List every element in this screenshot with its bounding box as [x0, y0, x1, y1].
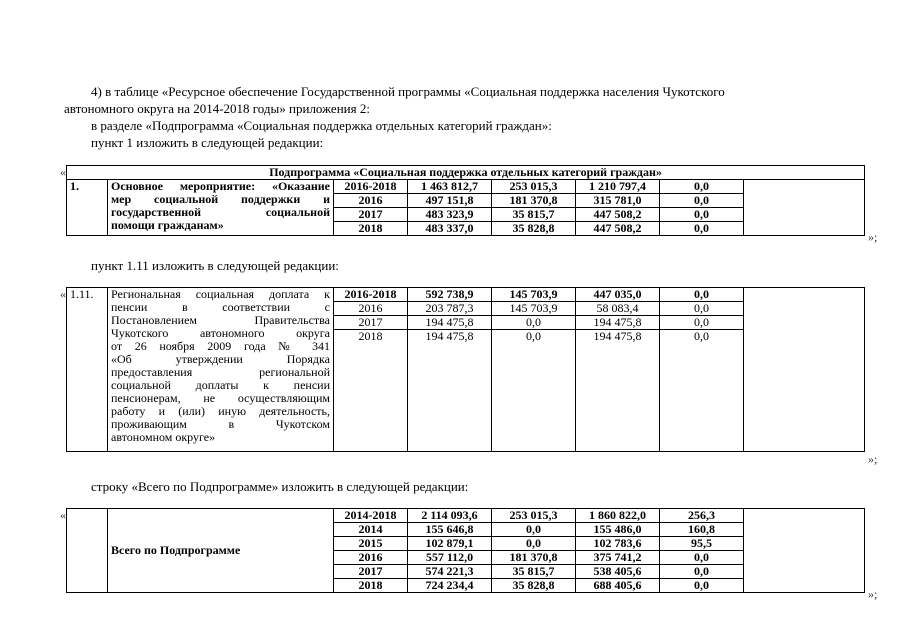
table3-total-label: Всего по Подпрограмме — [108, 509, 334, 593]
table2-desc-line: «Об утверждении Порядка — [111, 352, 330, 366]
section2-title: пункт 1.11 изложить в следующей редакции: — [91, 258, 339, 273]
table-cell: 0,0 — [660, 565, 744, 579]
table-cell: 2014 — [334, 523, 408, 537]
table-cell: 35 828,8 — [492, 222, 576, 236]
table-cell: 0,0 — [492, 330, 576, 452]
table-cell: 253 015,3 — [492, 509, 576, 523]
table2-desc-line: автономном округе» — [111, 430, 216, 444]
table-cell: 1 463 812,7 — [408, 180, 492, 194]
table-cell: 0,0 — [660, 180, 744, 194]
table2-desc-line: Постановлением Правительства — [111, 313, 330, 327]
table-cell: 145 703,9 — [492, 288, 576, 302]
table-cell: 0,0 — [660, 194, 744, 208]
table1-quote-close: »; — [868, 230, 878, 244]
table-cell: 194 475,8 — [576, 330, 660, 452]
table-cell: 155 646,8 — [408, 523, 492, 537]
table-cell: 0,0 — [660, 579, 744, 593]
table-cell: 145 703,9 — [492, 302, 576, 316]
table-cell: 35 828,8 — [492, 579, 576, 593]
table-cell: 2 114 093,6 — [408, 509, 492, 523]
table-cell: 102 783,6 — [576, 537, 660, 551]
table-row — [67, 180, 865, 194]
table-cell: 592 738,9 — [408, 288, 492, 302]
intro-paragraph-3: пункт 1 изложить в следующей редакции: — [91, 135, 324, 150]
table-cell: 0,0 — [492, 316, 576, 330]
table2-item-description — [108, 288, 334, 452]
table-cell: 1 210 797,4 — [576, 180, 660, 194]
intro-paragraph-1-line-1: 4) в таблице «Ресурсное обеспечение Государственной программы «Социальная поддержка населения Чукотского — [91, 84, 725, 99]
table2-desc-line: Региональная социальная доплата к — [111, 287, 330, 301]
table-cell: 2016 — [334, 302, 408, 316]
table1-desc-line: мер социальной поддержки и — [111, 192, 330, 206]
table-cell: 0,0 — [492, 523, 576, 537]
table2-desc-line: предоставления региональной — [111, 365, 330, 379]
table2-quote-open: « — [60, 287, 66, 301]
table1-desc-line: Основное мероприятие: «Оказание — [111, 179, 330, 193]
table-cell: 574 221,3 — [408, 565, 492, 579]
table-cell: 0,0 — [660, 288, 744, 302]
table-cell: 2017 — [334, 316, 408, 330]
table-cell: 2014-2018 — [334, 509, 408, 523]
table-cell: 2018 — [334, 222, 408, 236]
table2-empty-cell — [744, 288, 865, 452]
table-cell: 2017 — [334, 565, 408, 579]
table-cell: 538 405,6 — [576, 565, 660, 579]
table-cell: 315 781,0 — [576, 194, 660, 208]
table-cell: 724 234,4 — [408, 579, 492, 593]
table-cell: 447 508,2 — [576, 208, 660, 222]
table2-quote-close: »; — [868, 452, 878, 466]
table-row — [67, 509, 865, 523]
table-cell: 0,0 — [492, 537, 576, 551]
table1-desc-line: государственной социальной — [111, 205, 330, 219]
table1-header-row — [67, 166, 865, 180]
table2-item-number: 1.11. — [67, 288, 108, 452]
table-cell: 181 370,8 — [492, 194, 576, 208]
table-cell: 58 083,4 — [576, 302, 660, 316]
table1-empty-cell — [744, 180, 865, 236]
table-cell: 0,0 — [660, 551, 744, 565]
table2-desc-line: проживающим в Чукотском — [111, 417, 330, 431]
table1-desc-line: помощи гражданам» — [111, 218, 224, 232]
table1-quote-open: « — [60, 165, 66, 179]
table-cell: 375 741,2 — [576, 551, 660, 565]
table2-desc-line: пенсионерам, не осуществляющим — [111, 391, 330, 405]
table-cell: 2016-2018 — [334, 288, 408, 302]
table2-desc-line: Чукотского автономного округа — [111, 326, 330, 340]
table-cell: 483 337,0 — [408, 222, 492, 236]
table-cell: 2017 — [334, 208, 408, 222]
table-cell: 160,8 — [660, 523, 744, 537]
table-cell: 0,0 — [660, 208, 744, 222]
table-row — [67, 288, 865, 302]
table-cell: 0,0 — [660, 316, 744, 330]
table-cell: 2015 — [334, 537, 408, 551]
table-cell: 2016-2018 — [334, 180, 408, 194]
table-cell: 497 151,8 — [408, 194, 492, 208]
table-cell: 447 508,2 — [576, 222, 660, 236]
table-cell: 194 475,8 — [576, 316, 660, 330]
intro-paragraph-1-line-2: автономного округа на 2014-2018 годы» приложения 2: — [64, 101, 370, 116]
table-cell: 35 815,7 — [492, 565, 576, 579]
table-cell: 2016 — [334, 194, 408, 208]
table-cell: 194 475,8 — [408, 316, 492, 330]
table-cell: 0,0 — [660, 302, 744, 316]
table-cell: 102 879,1 — [408, 537, 492, 551]
table2 — [66, 287, 865, 452]
table-cell: 181 370,8 — [492, 551, 576, 565]
table-cell: 155 486,0 — [576, 523, 660, 537]
table1-item-number: 1. — [67, 180, 108, 236]
table-cell: 35 815,7 — [492, 208, 576, 222]
table-cell: 0,0 — [660, 330, 744, 452]
table-cell: 0,0 — [660, 222, 744, 236]
table-cell: 1 860 822,0 — [576, 509, 660, 523]
table3-quote-close: »; — [868, 587, 878, 601]
table2-desc-line: социальной доплаты к пенсии — [111, 378, 330, 392]
table-cell: 253 015,3 — [492, 180, 576, 194]
table3-empty-cell — [744, 509, 865, 593]
table1 — [66, 165, 865, 236]
table-cell: 2018 — [334, 330, 408, 452]
table-cell: 203 787,3 — [408, 302, 492, 316]
table3-quote-open: « — [60, 508, 66, 522]
table2-desc-line: пенсии в соответствии с — [111, 300, 330, 314]
table3-empty-number-cell — [67, 509, 108, 593]
table1-item-description — [108, 180, 334, 236]
table2-desc-line: работу и (или) иную деятельность, — [111, 404, 330, 418]
intro-paragraph-2: в разделе «Подпрограмма «Социальная поддержка отдельных категорий граждан»: — [91, 118, 552, 133]
table-cell: 2016 — [334, 551, 408, 565]
table1-header: Подпрограмма «Социальная поддержка отдельных категорий граждан» — [67, 166, 865, 180]
table2-desc-line: от 26 ноября 2009 года № 341 — [111, 339, 330, 353]
table-cell: 483 323,9 — [408, 208, 492, 222]
section3-title: строку «Всего по Подпрограмме» изложить в следующей редакции: — [91, 479, 469, 494]
table-cell: 688 405,6 — [576, 579, 660, 593]
table-cell: 194 475,8 — [408, 330, 492, 452]
table3 — [66, 508, 865, 593]
table-cell: 557 112,0 — [408, 551, 492, 565]
table-cell: 95,5 — [660, 537, 744, 551]
table-cell: 447 035,0 — [576, 288, 660, 302]
table-cell: 256,3 — [660, 509, 744, 523]
table-cell: 2018 — [334, 579, 408, 593]
